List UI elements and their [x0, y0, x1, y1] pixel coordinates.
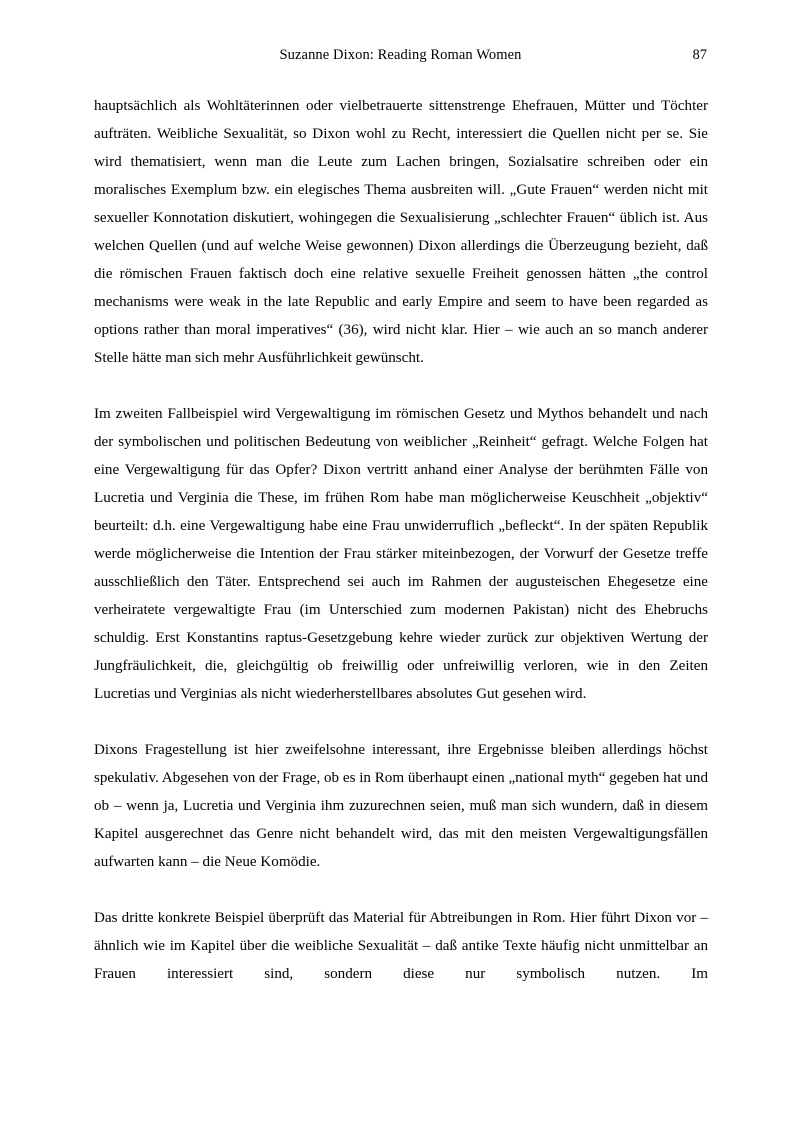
running-head — [94, 44, 707, 66]
paragraph-4: Das dritte konkrete Beispiel überprüft das Material für Abtreibungen in Rom. Hier führt Dixon vor – ähnlich wie im Kapitel über die weibliche Sexualität – daß antike Texte häufig nicht unmittelbar an Frauen interessiert sind, sondern diese nur symbolisch nutzen. Im — [94, 910, 708, 982]
running-head-title: Suzanne Dixon: Reading Roman Women — [279, 47, 522, 63]
body-text-block — [94, 92, 708, 1016]
paragraph-1: hauptsächlich als Wohltäterinnen oder vielbetrauerte sittenstrenge Ehefrauen, Mütter und Töchter aufträten. Weibliche Sexualität, so Dixon wohl zu Recht, interessiert die Quellen nicht per se. Sie wird thematisiert, wenn man die Leute zum Lachen bringen, Sozialsatire schreiben oder ein moralisches Exemplum bzw. ein elegisches Thema ausbreiten will. „Gute Frauen“ werden nicht mit sexueller Konnotation diskutiert, wohingegen die Sexualisierung „schlechter Frauen“ üblich ist. Aus welchen Quellen (und auf welche Weise gewonnen) Dixon allerdings die Überzeugung bezieht, daß die römischen Frauen faktisch doch eine relative sexuelle Freiheit genossen hätten „the control mechanisms were weak in the late Republic and early Empire and seem to have been regarded as options rather than moral imperatives“ (36), wird nicht klar. Hier – wie auch an so manch anderer Stelle hätte man sich mehr Ausführlichkeit gewünscht. — [94, 98, 708, 366]
paragraph-2: Im zweiten Fallbeispiel wird Vergewaltigung im römischen Gesetz und Mythos behandelt und nach der symbolischen und politischen Bedeutung von weiblicher „Reinheit“ gefragt. Welche Folgen hat eine Vergewaltigung für das Opfer? Dixon vertritt anhand einer Analyse der berühmten Fälle von Lucretia und Verginia die These, im frühen Rom habe man möglicherweise Keuschheit „objektiv“ beurteilt: d.h. eine Vergewaltigung habe eine Frau unwiderruflich „befleckt“. In der späten Republik werde möglicherweise die Intention der Frau stärker miteinbezogen, der Vorwurf der Gesetze treffe ausschließlich den Täter. Entsprechend sei auch im Rahmen der augusteischen Ehegesetze eine verheiratete vergewaltigte Frau (im Unterschied zum modernen Pakistan) nicht des Ehebruchs schuldig. Erst Konstantins raptus-Gesetzgebung kehre wieder zurück zur objektiven Wertung der Jungfräulichkeit, die, gleichgültig ob freiwillig oder unfreiwillig verloren, wie in den Zeiten Lucretias und Verginias als nicht wiederherstellbares absolutes Gut gesehen wird. — [94, 406, 708, 702]
paragraph-3: Dixons Fragestellung ist hier zweifelsohne interessant, ihre Ergebnisse bleiben allerdings höchst spekulativ. Abgesehen von der Frage, ob es in Rom überhaupt einen „national myth“ gegeben hat und ob – wenn ja, Lucretia und Verginia ihm zuzurechnen seien, muß man sich wundern, daß in diesem Kapitel ausgerechnet das Genre nicht behandelt wird, das mit den meisten Vergewaltigungsfällen aufwarten kann – die Neue Komödie. — [94, 742, 708, 870]
page-number: 87 — [692, 47, 707, 63]
